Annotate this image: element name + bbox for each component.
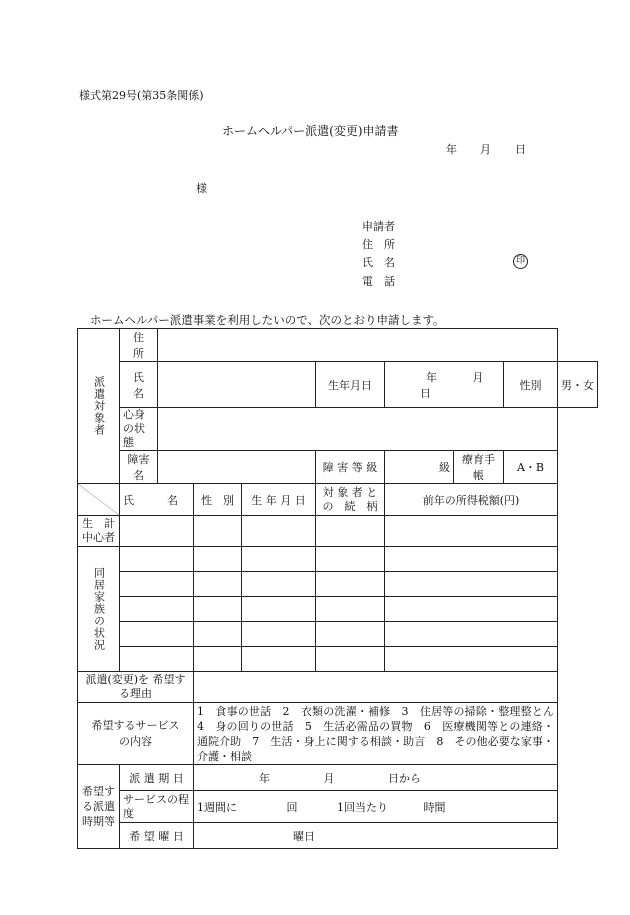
diagonal-line: [78, 484, 119, 515]
family-row-2-sex[interactable]: [194, 572, 242, 597]
main-earner-label: 生 計 中心者: [78, 516, 120, 547]
family-row-1-birth[interactable]: [242, 547, 316, 572]
week-prefix: 1週間に: [197, 800, 237, 814]
disability-grade-label: 障 害 等 級: [316, 451, 385, 484]
applicant-address-label: 住 所: [362, 238, 395, 251]
start-year: 年: [259, 771, 270, 785]
family-row-5-name[interactable]: [120, 647, 194, 672]
main-earner-tax[interactable]: [385, 516, 558, 547]
disability-grade-field[interactable]: 級: [385, 451, 454, 484]
col-sex-header: 性 別: [194, 484, 242, 516]
family-row-4-sex[interactable]: [194, 622, 242, 647]
date-year-label: 年: [446, 143, 457, 156]
services-content[interactable]: 1 食事の世話 2 衣類の洗濯・補修 3 住居等の掃除・整理整とん 4 身の回りの世話 5 生活必需品の買物 6 医療機関等との連絡・通院介助 7 生活・身上に関する相談・助言 8 その他必要な家事・介護・相談: [194, 703, 558, 765]
family-row-1-relation[interactable]: [316, 547, 385, 572]
start-date-field[interactable]: [194, 765, 558, 791]
birth-day: 日: [420, 386, 431, 400]
ryoiku-label: 療育手帳: [454, 451, 504, 484]
condition-label: 心身の状 態: [120, 408, 158, 451]
family-row-4-relation[interactable]: [316, 622, 385, 647]
applicant-heading: 申請者: [362, 220, 395, 233]
col-tax-header: 前年の所得税額(円): [385, 484, 558, 516]
sex-label: 性別: [504, 362, 558, 408]
addressee-suffix: 様: [196, 182, 207, 195]
ryoiku-options[interactable]: A・B: [504, 451, 558, 484]
hours-label: 時間: [423, 800, 446, 814]
cohabiting-group-cell: 同居家族の状況: [78, 547, 120, 672]
main-earner-relation[interactable]: [316, 516, 385, 547]
applicant-phone-label: 電 話: [362, 275, 395, 288]
family-row-3-name[interactable]: [120, 597, 194, 622]
birth-year: 年: [426, 370, 437, 384]
application-form-table: [77, 328, 598, 849]
period-group-label: 希望する派遣時期等: [78, 765, 120, 849]
family-header-diagonal: [78, 484, 120, 516]
family-row-5-relation[interactable]: [316, 647, 385, 672]
day-field[interactable]: [194, 823, 558, 849]
family-row-3-relation[interactable]: [316, 597, 385, 622]
condition-field[interactable]: [158, 408, 558, 451]
family-row-5-tax[interactable]: [385, 647, 558, 672]
target-address-label: 住 所: [120, 329, 158, 362]
target-name-label: 氏 名: [120, 362, 158, 408]
col-relation-header: 対 象 者 と の 続 柄: [316, 484, 385, 516]
start-month: 月: [323, 771, 335, 785]
day-label: 希 望 曜 日: [120, 823, 194, 849]
col-birth-header: 生 年 月 日: [242, 484, 316, 516]
reason-label: 派遣(変更)を 希望する理由: [78, 672, 194, 703]
family-row-5-birth[interactable]: [242, 647, 316, 672]
family-row-1-sex[interactable]: [194, 547, 242, 572]
reason-field[interactable]: [194, 672, 558, 703]
family-row-5-sex[interactable]: [194, 647, 242, 672]
seal-icon: 印: [513, 254, 528, 269]
target-name-field[interactable]: [158, 362, 316, 408]
birth-label: 生年月日: [316, 362, 385, 408]
target-group-cell: 派遣対象者: [78, 329, 120, 484]
col-name-header: 氏 名: [120, 484, 194, 516]
times-label: 回: [286, 800, 298, 814]
target-address-field[interactable]: [158, 329, 558, 362]
birth-month: 月: [472, 370, 484, 384]
start-date-label: 派 遣 期 日: [120, 765, 194, 791]
family-row-4-name[interactable]: [120, 622, 194, 647]
main-earner-birth[interactable]: [242, 516, 316, 547]
start-day: 日から: [388, 771, 421, 785]
day-suffix: 曜日: [293, 829, 315, 843]
family-row-1-tax[interactable]: [385, 547, 558, 572]
intro-text: ホームヘルパー派遣事業を利用したいので、次のとおり申請します。: [90, 313, 445, 327]
birth-field[interactable]: [385, 362, 504, 408]
date-day-label: 日: [515, 143, 526, 156]
family-row-4-birth[interactable]: [242, 622, 316, 647]
main-earner-sex[interactable]: [194, 516, 242, 547]
family-row-4-tax[interactable]: [385, 622, 558, 647]
family-row-2-birth[interactable]: [242, 572, 316, 597]
page-title: ホームヘルパー派遣(変更)申請書: [222, 124, 399, 138]
family-row-2-name[interactable]: [120, 572, 194, 597]
family-row-3-birth[interactable]: [242, 597, 316, 622]
per-time-label: 1回当たり: [337, 800, 388, 814]
degree-field[interactable]: [194, 791, 558, 823]
applicant-name-label: 氏 名: [362, 256, 395, 269]
family-row-2-tax[interactable]: [385, 572, 558, 597]
family-row-2-relation[interactable]: [316, 572, 385, 597]
degree-label: サービスの程 度: [120, 791, 194, 823]
disability-field[interactable]: [158, 451, 316, 484]
disability-label: 障害名: [120, 451, 158, 484]
family-row-1-name[interactable]: [120, 547, 194, 572]
seal-mark: [513, 253, 528, 269]
services-label: 希望するサービスの内容: [78, 703, 194, 765]
family-row-3-tax[interactable]: [385, 597, 558, 622]
main-earner-name[interactable]: [120, 516, 194, 547]
sex-options[interactable]: 男・女: [558, 362, 598, 408]
date-month-label: 月: [480, 143, 491, 156]
form-number: 様式第29号(第35条関係): [79, 89, 204, 102]
family-row-3-sex[interactable]: [194, 597, 242, 622]
